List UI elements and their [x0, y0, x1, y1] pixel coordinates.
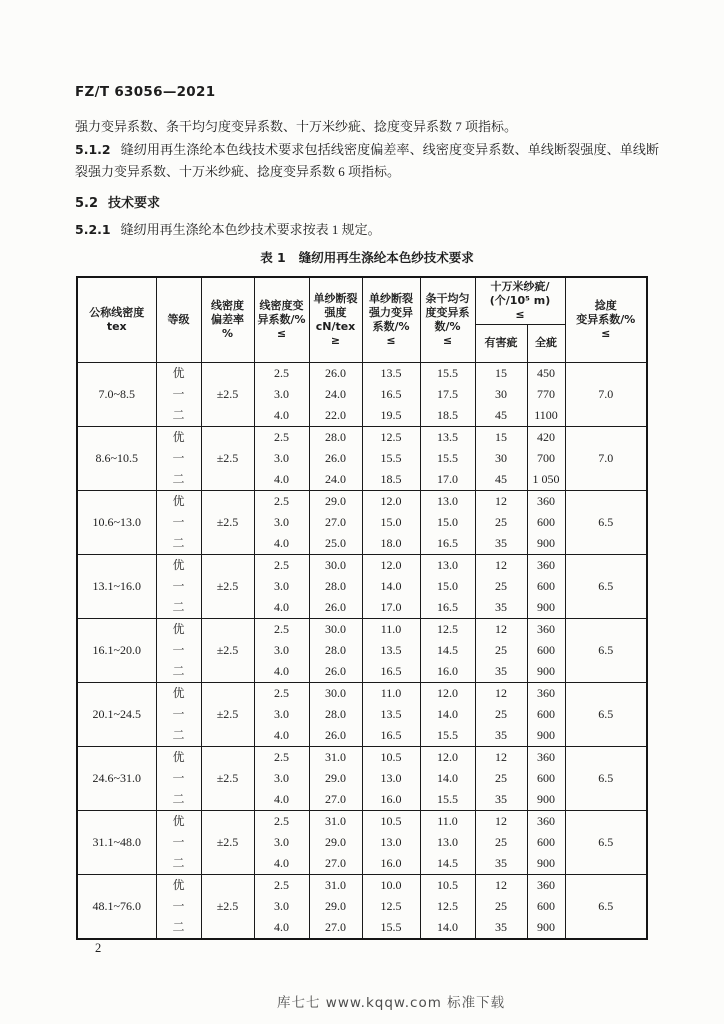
- value-cell: 12: [475, 490, 527, 512]
- value-cell: 2.5: [254, 874, 309, 896]
- twist-cv-cell: 6.5: [565, 810, 647, 874]
- value-cell: 360: [527, 554, 565, 576]
- grade-cell: 优: [156, 490, 201, 512]
- value-cell: 3.0: [254, 832, 309, 853]
- value-cell: 450: [527, 362, 565, 384]
- column-header-evenness-cv: 条干均匀 度变异系 数/% ≤: [420, 277, 475, 363]
- value-cell: 13.0: [420, 490, 475, 512]
- paragraph-5-2-1-text: 缝纫用再生涤纶本色纱技术要求按表 1 规定。: [120, 222, 381, 237]
- value-cell: 2.5: [254, 810, 309, 832]
- value-cell: 11.0: [362, 618, 420, 640]
- clause-number-5-2-1: 5.2.1: [75, 222, 111, 237]
- standard-number: FZ/T 63056—2021: [75, 84, 216, 100]
- density-deviation-cell: ±2.5: [201, 874, 254, 939]
- value-cell: 26.0: [309, 725, 362, 747]
- value-cell: 25.0: [309, 533, 362, 555]
- value-cell: 14.0: [420, 768, 475, 789]
- value-cell: 13.5: [362, 704, 420, 725]
- twist-cv-cell: 6.5: [565, 746, 647, 810]
- value-cell: 600: [527, 768, 565, 789]
- value-cell: 600: [527, 640, 565, 661]
- value-cell: 15.5: [420, 448, 475, 469]
- page-number: 2: [95, 941, 102, 955]
- grade-cell: 一: [156, 768, 201, 789]
- column-header-harmful-defects: 有害疵: [475, 324, 527, 362]
- value-cell: 3.0: [254, 384, 309, 405]
- value-cell: 3.0: [254, 640, 309, 661]
- value-cell: 10.0: [362, 874, 420, 896]
- value-cell: 35: [475, 853, 527, 875]
- value-cell: 15: [475, 426, 527, 448]
- density-deviation-cell: ±2.5: [201, 554, 254, 618]
- column-header-yarn-defects: 十万米纱疵/ (个/10⁵ m) ≤: [475, 277, 565, 325]
- tex-range-cell: 31.1~48.0: [77, 810, 156, 874]
- value-cell: 31.0: [309, 874, 362, 896]
- twist-cv-cell: 6.5: [565, 490, 647, 554]
- value-cell: 12.0: [420, 746, 475, 768]
- value-cell: 600: [527, 896, 565, 917]
- value-cell: 12.0: [420, 682, 475, 704]
- value-cell: 15.0: [420, 512, 475, 533]
- value-cell: 14.0: [420, 917, 475, 939]
- value-cell: 1100: [527, 405, 565, 427]
- value-cell: 16.0: [362, 853, 420, 875]
- value-cell: 30: [475, 448, 527, 469]
- grade-cell: 优: [156, 426, 201, 448]
- value-cell: 16.0: [420, 661, 475, 683]
- grade-cell: 一: [156, 640, 201, 661]
- heading-5-2: [75, 193, 659, 216]
- value-cell: 18.5: [362, 469, 420, 491]
- tex-range-cell: 48.1~76.0: [77, 874, 156, 939]
- column-header-breaking-strength: 单纱断裂 强度 cN/tex ≥: [309, 277, 362, 363]
- tex-range-cell: 24.6~31.0: [77, 746, 156, 810]
- grade-cell: 二: [156, 853, 201, 875]
- watermark-text: 库七七 www.kqqw.com 标准下载: [277, 995, 506, 1011]
- value-cell: 3.0: [254, 512, 309, 533]
- value-cell: 4.0: [254, 469, 309, 491]
- grade-cell: 二: [156, 789, 201, 811]
- value-cell: 25: [475, 512, 527, 533]
- value-cell: 12: [475, 810, 527, 832]
- value-cell: 17.5: [420, 384, 475, 405]
- value-cell: 10.5: [420, 874, 475, 896]
- value-cell: 4.0: [254, 789, 309, 811]
- value-cell: 2.5: [254, 554, 309, 576]
- value-cell: 2.5: [254, 682, 309, 704]
- grade-cell: 一: [156, 576, 201, 597]
- value-cell: 3.0: [254, 768, 309, 789]
- twist-cv-cell: 6.5: [565, 682, 647, 746]
- grade-cell: 优: [156, 618, 201, 640]
- value-cell: 28.0: [309, 576, 362, 597]
- value-cell: 1 050: [527, 469, 565, 491]
- paragraph-continuation: [75, 116, 659, 139]
- value-cell: 12: [475, 746, 527, 768]
- value-cell: 24.0: [309, 469, 362, 491]
- column-header-twist-cv: 捻度 变异系数/% ≤: [565, 277, 647, 363]
- value-cell: 14.0: [420, 704, 475, 725]
- value-cell: 13.5: [362, 640, 420, 661]
- column-header-tex: 公称线密度 tex: [77, 277, 156, 363]
- value-cell: 900: [527, 917, 565, 939]
- value-cell: 15.5: [420, 725, 475, 747]
- tex-range-cell: 10.6~13.0: [77, 490, 156, 554]
- tex-range-cell: 13.1~16.0: [77, 554, 156, 618]
- value-cell: 900: [527, 661, 565, 683]
- value-cell: 12.5: [362, 896, 420, 917]
- value-cell: 16.5: [362, 661, 420, 683]
- density-deviation-cell: ±2.5: [201, 426, 254, 490]
- density-deviation-cell: ±2.5: [201, 490, 254, 554]
- value-cell: 22.0: [309, 405, 362, 427]
- value-cell: 360: [527, 874, 565, 896]
- table-caption-text: 缝纫用再生涤纶本色纱技术要求: [298, 249, 474, 265]
- value-cell: 30.0: [309, 554, 362, 576]
- column-header-grade: 等级: [156, 277, 201, 363]
- value-cell: 770: [527, 384, 565, 405]
- value-cell: 19.5: [362, 405, 420, 427]
- value-cell: 16.5: [362, 384, 420, 405]
- value-cell: 25: [475, 576, 527, 597]
- value-cell: 27.0: [309, 853, 362, 875]
- value-cell: 18.5: [420, 405, 475, 427]
- value-cell: 360: [527, 682, 565, 704]
- column-header-density-deviation: 线密度 偏差率 %: [201, 277, 254, 363]
- value-cell: 900: [527, 725, 565, 747]
- value-cell: 31.0: [309, 746, 362, 768]
- value-cell: 35: [475, 725, 527, 747]
- value-cell: 13.5: [362, 362, 420, 384]
- page-content: [75, 116, 659, 940]
- value-cell: 30.0: [309, 618, 362, 640]
- twist-cv-cell: 6.5: [565, 874, 647, 939]
- density-deviation-cell: ±2.5: [201, 362, 254, 426]
- value-cell: 4.0: [254, 853, 309, 875]
- value-cell: 13.5: [420, 426, 475, 448]
- density-deviation-cell: ±2.5: [201, 746, 254, 810]
- value-cell: 12: [475, 618, 527, 640]
- value-cell: 16.5: [420, 597, 475, 619]
- value-cell: 10.5: [362, 810, 420, 832]
- value-cell: 29.0: [309, 896, 362, 917]
- value-cell: 3.0: [254, 704, 309, 725]
- value-cell: 27.0: [309, 789, 362, 811]
- value-cell: 35: [475, 789, 527, 811]
- value-cell: 25: [475, 896, 527, 917]
- paragraph-continuation-text: 强力变异系数、条干均匀度变异系数、十万米纱疵、捻度变异系数 7 项指标。: [75, 119, 518, 134]
- density-deviation-cell: ±2.5: [201, 682, 254, 746]
- value-cell: 420: [527, 426, 565, 448]
- tex-range-cell: 8.6~10.5: [77, 426, 156, 490]
- value-cell: 27.0: [309, 512, 362, 533]
- value-cell: 4.0: [254, 917, 309, 939]
- grade-cell: 一: [156, 832, 201, 853]
- tech-requirements-table: [76, 276, 648, 940]
- value-cell: 15.5: [420, 789, 475, 811]
- column-header-density-cv: 线密度变 异系数/% ≤: [254, 277, 309, 363]
- value-cell: 29.0: [309, 768, 362, 789]
- grade-cell: 优: [156, 682, 201, 704]
- grade-cell: 优: [156, 874, 201, 896]
- value-cell: 13.0: [362, 832, 420, 853]
- value-cell: 15.0: [420, 576, 475, 597]
- value-cell: 600: [527, 832, 565, 853]
- value-cell: 28.0: [309, 704, 362, 725]
- value-cell: 28.0: [309, 640, 362, 661]
- value-cell: 25: [475, 640, 527, 661]
- grade-cell: 二: [156, 469, 201, 491]
- value-cell: 11.0: [362, 682, 420, 704]
- density-deviation-cell: ±2.5: [201, 810, 254, 874]
- value-cell: 360: [527, 746, 565, 768]
- value-cell: 4.0: [254, 597, 309, 619]
- grade-cell: 一: [156, 512, 201, 533]
- value-cell: 600: [527, 512, 565, 533]
- value-cell: 25: [475, 704, 527, 725]
- value-cell: 15.0: [362, 512, 420, 533]
- value-cell: 11.0: [420, 810, 475, 832]
- value-cell: 26.0: [309, 661, 362, 683]
- value-cell: 17.0: [420, 469, 475, 491]
- twist-cv-cell: 7.0: [565, 426, 647, 490]
- value-cell: 18.0: [362, 533, 420, 555]
- grade-cell: 二: [156, 661, 201, 683]
- value-cell: 28.0: [309, 426, 362, 448]
- value-cell: 35: [475, 917, 527, 939]
- value-cell: 25: [475, 768, 527, 789]
- density-deviation-cell: ±2.5: [201, 618, 254, 682]
- tex-range-cell: 7.0~8.5: [77, 362, 156, 426]
- grade-cell: 优: [156, 362, 201, 384]
- clause-number-5-2: 5.2: [75, 195, 99, 211]
- twist-cv-cell: 6.5: [565, 554, 647, 618]
- grade-cell: 优: [156, 810, 201, 832]
- value-cell: 12.5: [420, 618, 475, 640]
- grade-cell: 二: [156, 725, 201, 747]
- grade-cell: 一: [156, 704, 201, 725]
- column-header-strength-cv: 单纱断裂 强力变异 系数/% ≤: [362, 277, 420, 363]
- value-cell: 16.5: [362, 725, 420, 747]
- value-cell: 12.0: [362, 554, 420, 576]
- value-cell: 24.0: [309, 384, 362, 405]
- value-cell: 30: [475, 384, 527, 405]
- tex-range-cell: 16.1~20.0: [77, 618, 156, 682]
- value-cell: 13.0: [420, 832, 475, 853]
- value-cell: 14.5: [420, 853, 475, 875]
- value-cell: 3.0: [254, 896, 309, 917]
- value-cell: 31.0: [309, 810, 362, 832]
- paragraph-5-1-2-text: 缝纫用再生涤纶本色线技术要求包括线密度偏差率、线密度变异系数、单线断裂强度、单线断裂强力变异系数、十万米纱疵、捻度变异系数 6 项指标。: [75, 141, 659, 179]
- grade-cell: 一: [156, 896, 201, 917]
- value-cell: 3.0: [254, 448, 309, 469]
- value-cell: 4.0: [254, 533, 309, 555]
- value-cell: 2.5: [254, 490, 309, 512]
- value-cell: 35: [475, 533, 527, 555]
- twist-cv-cell: 6.5: [565, 618, 647, 682]
- grade-cell: 一: [156, 448, 201, 469]
- paragraph-5-2-1: [75, 219, 659, 242]
- value-cell: 14.5: [420, 640, 475, 661]
- value-cell: 12.5: [362, 426, 420, 448]
- twist-cv-cell: 7.0: [565, 362, 647, 426]
- value-cell: 17.0: [362, 597, 420, 619]
- value-cell: 26.0: [309, 448, 362, 469]
- value-cell: 13.0: [420, 554, 475, 576]
- value-cell: 25: [475, 832, 527, 853]
- value-cell: 4.0: [254, 725, 309, 747]
- value-cell: 35: [475, 597, 527, 619]
- value-cell: 12: [475, 874, 527, 896]
- value-cell: 12.5: [420, 896, 475, 917]
- value-cell: 15.5: [362, 917, 420, 939]
- value-cell: 900: [527, 789, 565, 811]
- table-caption-number: 表 1: [260, 249, 286, 265]
- value-cell: 13.0: [362, 768, 420, 789]
- grade-cell: 二: [156, 405, 201, 427]
- value-cell: 26.0: [309, 362, 362, 384]
- value-cell: 15.5: [420, 362, 475, 384]
- clause-number-5-1-2: 5.1.2: [75, 141, 111, 157]
- value-cell: 15: [475, 362, 527, 384]
- value-cell: 2.5: [254, 362, 309, 384]
- paragraph-5-1-2: [75, 139, 659, 184]
- column-header-total-defects: 全疵: [527, 324, 565, 362]
- value-cell: 360: [527, 618, 565, 640]
- value-cell: 12: [475, 682, 527, 704]
- value-cell: 45: [475, 405, 527, 427]
- grade-cell: 优: [156, 746, 201, 768]
- value-cell: 2.5: [254, 618, 309, 640]
- value-cell: 2.5: [254, 746, 309, 768]
- value-cell: 29.0: [309, 490, 362, 512]
- value-cell: 4.0: [254, 405, 309, 427]
- value-cell: 700: [527, 448, 565, 469]
- value-cell: 45: [475, 469, 527, 491]
- grade-cell: 一: [156, 384, 201, 405]
- table-caption: [75, 248, 659, 266]
- heading-5-2-text: 技术要求: [108, 195, 161, 211]
- value-cell: 360: [527, 810, 565, 832]
- grade-cell: 二: [156, 597, 201, 619]
- value-cell: 16.0: [362, 789, 420, 811]
- grade-cell: 优: [156, 554, 201, 576]
- value-cell: 900: [527, 533, 565, 555]
- value-cell: 3.0: [254, 576, 309, 597]
- value-cell: 15.5: [362, 448, 420, 469]
- value-cell: 16.5: [420, 533, 475, 555]
- tex-range-cell: 20.1~24.5: [77, 682, 156, 746]
- value-cell: 10.5: [362, 746, 420, 768]
- value-cell: 600: [527, 704, 565, 725]
- value-cell: 900: [527, 597, 565, 619]
- value-cell: 14.0: [362, 576, 420, 597]
- value-cell: 12: [475, 554, 527, 576]
- value-cell: 29.0: [309, 832, 362, 853]
- value-cell: 26.0: [309, 597, 362, 619]
- grade-cell: 二: [156, 533, 201, 555]
- value-cell: 12.0: [362, 490, 420, 512]
- value-cell: 35: [475, 661, 527, 683]
- value-cell: 30.0: [309, 682, 362, 704]
- value-cell: 27.0: [309, 917, 362, 939]
- value-cell: 900: [527, 853, 565, 875]
- value-cell: 2.5: [254, 426, 309, 448]
- value-cell: 4.0: [254, 661, 309, 683]
- value-cell: 360: [527, 490, 565, 512]
- value-cell: 600: [527, 576, 565, 597]
- grade-cell: 二: [156, 917, 201, 939]
